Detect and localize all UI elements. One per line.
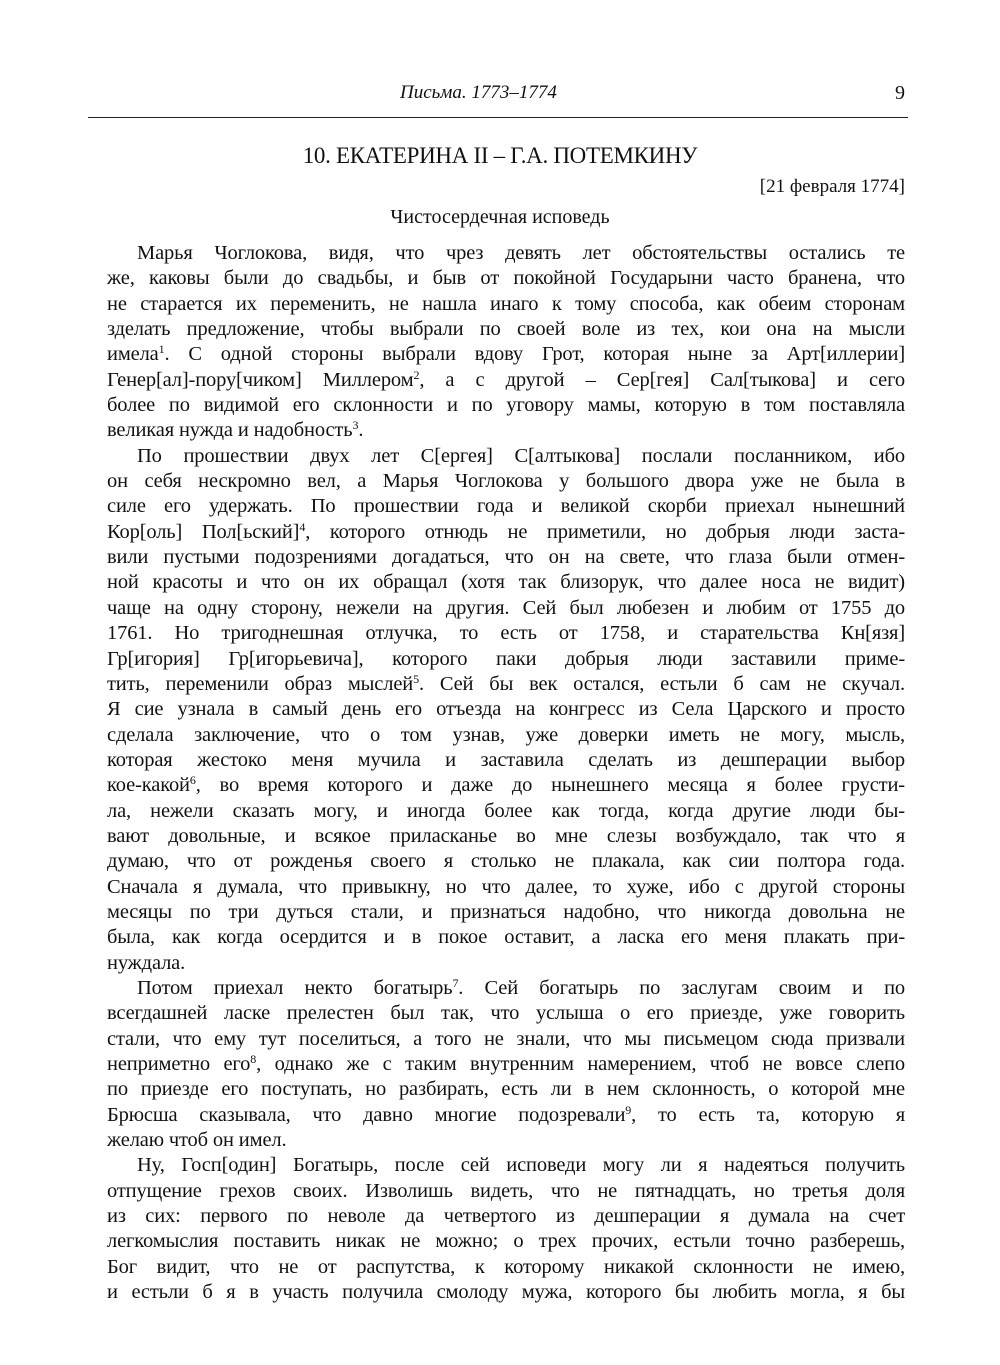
text-line: чаще на одну сторону, нежели на другия. Сей был любезен и любим от 1755 до: [107, 596, 905, 619]
running-head: [0, 82, 1000, 108]
text-line: нуждала.: [107, 951, 186, 974]
text-line: он себя нескромно вел, а Марья Чоглокова у большого двора уже не была в: [107, 470, 905, 493]
text-line: была, как когда осердится и в покое оставит, а ласка его меня плакать при-: [107, 926, 905, 949]
footnote-marker: 4: [299, 519, 306, 534]
paragraph: [107, 976, 905, 1153]
text-line: не старается их переменить, не нашла инаго к тому способа, как обеим сторонам: [107, 292, 905, 315]
text-line: великая нужда и надобность$^3$.: [107, 418, 364, 442]
paragraph: [107, 241, 905, 444]
text-line: из сих: первого по неволе да четвертого из дешперации я думала на счет: [107, 1205, 905, 1228]
text-line: силе его удержать. По прошествии года и великой скорби приехал нынешний: [107, 495, 905, 518]
text-line: желаю чтоб он имел.: [107, 1129, 287, 1152]
text-line: имела$^1$. С одной стороны выбрали вдову Грот, которая ныне за Арт[иллерии]: [107, 342, 905, 366]
paragraph: [107, 1153, 905, 1305]
text-line: тить, переменили образ мыслей$^5$. Сей бы век остался, естьли б сам не скучал.: [107, 671, 905, 695]
text-line: ла, нежели сказать могу, и иногда более как тогда, когда другие люди бы-: [107, 799, 905, 822]
text-line: Генер[ал]-пору[чиком] Миллером$^2$, а с другой – Сер[гея] Сал[тыкова] и сего: [107, 367, 905, 391]
text-line: стали, что ему тут поселиться, а того не знали, что мы письмецом сюда призвали: [107, 1027, 905, 1050]
text-line: зделать предложение, чтобы выбрали по своей воле из тех, кои она на мысли: [107, 318, 905, 341]
footnote-marker: 5: [413, 671, 419, 686]
footnote-marker: 8: [250, 1052, 257, 1066]
text-line: сделала заключение, что о том узнав, уже доверки иметь не могу, мысль,: [107, 723, 905, 746]
text-line: неприметно его$^8$, однако же с таким внутренним намерением, чтоб не вовсе слепо: [107, 1052, 905, 1075]
text-line: Кор[оль] Пол[ьский]$^4$, которого отнюдь не приметили, но добрыя люди заста-: [107, 519, 905, 543]
text-line: вили пустыми подозрениями догадаться, что он на свете, что глаза были отмен-: [107, 546, 905, 569]
text-line: Бог видит, что не от распутства, к которому никакой склонности не имею,: [107, 1255, 905, 1278]
letter-body: [107, 241, 905, 1305]
text-line: легкомыслия поставить никак не можно; о трех прочих, естьли точно разберешь,: [107, 1230, 905, 1253]
footnote-marker: 3: [352, 418, 359, 433]
footnote-marker: 9: [625, 1102, 632, 1117]
text-line: Брюсша сказывала, что давно многие подозревали$^9$, то есть та, которую я: [107, 1102, 906, 1126]
text-line: кое-какой$^6$, во время которого и даже до нынешнего месяца я более грусти-: [107, 773, 905, 797]
letter-title: 10. ЕКАТЕРИНА II – Г.А. ПОТЕМКИНУ: [302, 143, 698, 168]
text-line: по приезде его поступать, но разбирать, есть ли в нем склонность, о которой мне: [107, 1078, 905, 1101]
text-line: 1761. Но тригоднешная отлучка, то есть от 1758, и старательства Кн[язя]: [107, 622, 905, 645]
text-line: Марья Чоглокова, видя, что чрез девять лет обстоятельствы остались те: [137, 242, 905, 264]
text-line: же, каковы были до свадьбы, и быв от покойной Государыни часто бранена, что: [107, 267, 905, 290]
letter-subtitle: Чистосердечная исповедь: [390, 206, 610, 228]
text-line: и естьли б я в участь получила смолоду мужа, которого бы любить могла, я бы: [107, 1281, 905, 1304]
footnote-marker: 1: [158, 342, 165, 357]
page-number: 9: [895, 82, 905, 104]
text-line: думаю, что от рожденья своего я столько не плакала, как сии полтора года.: [107, 850, 905, 873]
running-title: Письма. 1773–1774: [400, 82, 557, 103]
text-line: Гр[игория] Гр[игорьевича], которого паки добрыя люди заставили приме-: [107, 647, 905, 670]
text-line: Потом приехал некто богатырь$^7$. Сей богатырь по заслугам своим и по: [137, 975, 905, 999]
footnote-marker: 6: [189, 773, 196, 788]
text-line: которая жестоко меня мучила и заставила сделать из дешперации выбор: [107, 748, 905, 771]
text-line: всегдашней ласке прелестен был так, что услыша о его приезде, уже говорить: [107, 1002, 905, 1025]
text-line: Ну, Госп[один] Богатырь, после сей исповеди могу ли я надеяться получить: [137, 1154, 905, 1177]
text-line: более по видимой его склонности и по уговору мамы, которую в том поставляла: [107, 394, 905, 417]
text-line: Я сие узнала в самый день его отъезда на конгресс из Села Царского и просто: [107, 698, 905, 721]
paragraph: [107, 444, 905, 976]
footnote-marker: 2: [413, 367, 420, 382]
text-line: месяцы по три дуться стали, и признаться надобно, что никогда довольна не: [107, 900, 905, 923]
footnote-marker: 7: [452, 975, 459, 990]
letter-date: [21 февраля 1774]: [759, 176, 905, 197]
text-line: По прошествии двух лет С[ергея] С[алтыкова] послали посланником, ибо: [137, 444, 905, 467]
text-line: ной красоты и что он их обращал (хотя так близорук, что далее носа не видит): [107, 571, 905, 594]
header-rule: [88, 117, 908, 118]
text-line: Сначала я думала, что привыкну, но что далее, то хуже, ибо с другой стороны: [107, 875, 905, 898]
text-line: вают довольные, и всякое приласканье во мне слезы возбуждало, так что я: [107, 824, 905, 847]
text-line: отпущение грехов своих. Изволишь видеть, что не пятнадцать, но третья доля: [107, 1179, 905, 1202]
